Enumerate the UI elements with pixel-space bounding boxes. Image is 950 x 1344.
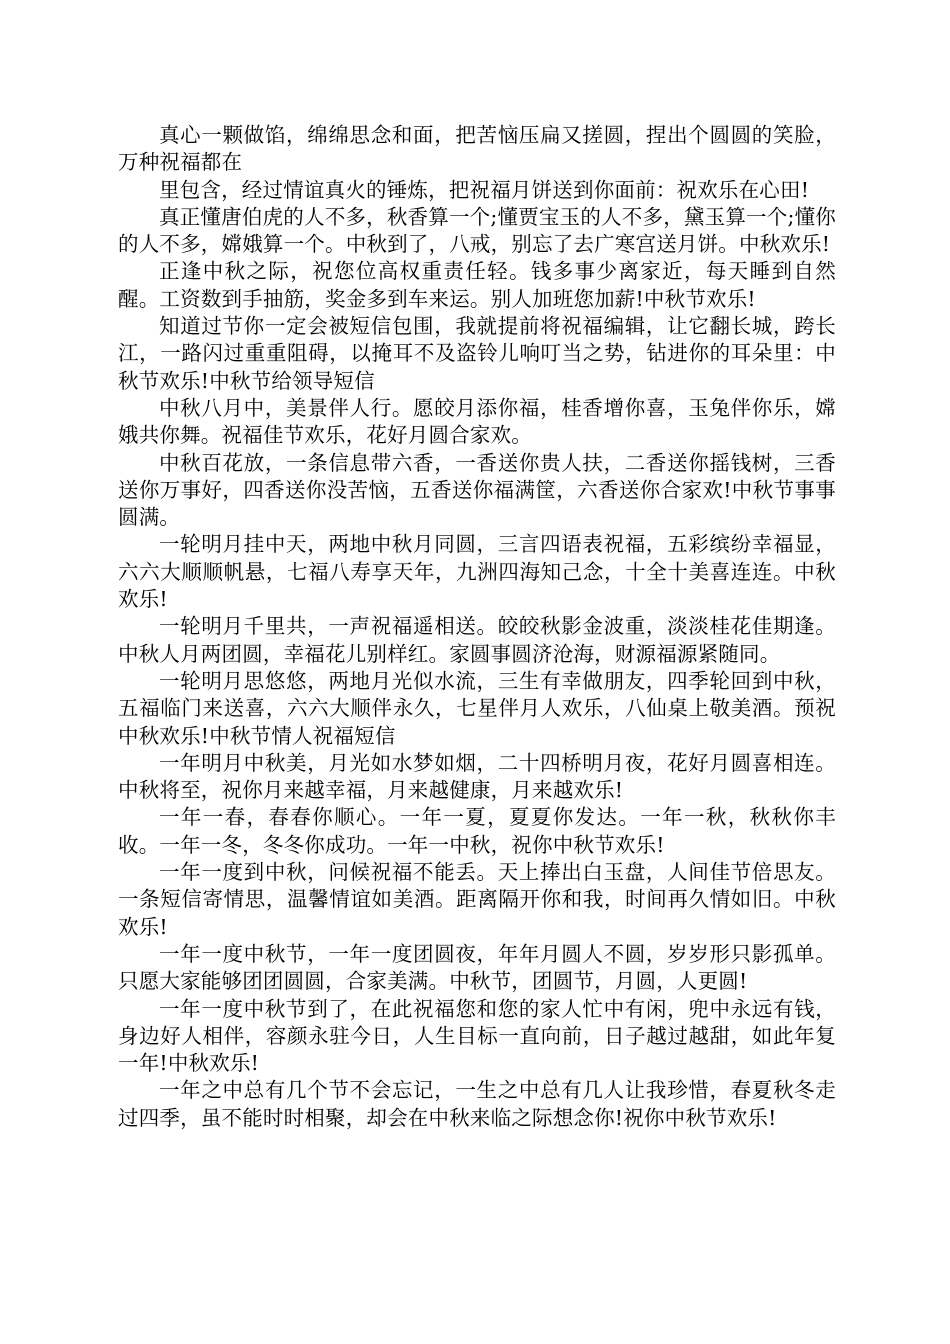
paragraph-10: 一轮明月思悠悠，两地月光似水流，三生有幸做朋友，四季轮回到中秋，五福临门来送喜，六六大顺伴永久，七星伴月人欢乐，八仙桌上敬美酒。预祝中秋欢乐!中秋节情人祝福短信 — [118, 668, 836, 748]
paragraph-12: 一年一春，春春你顺心。一年一夏，夏夏你发达。一年一秋，秋秋你丰收。一年一冬，冬冬你成功。一年一中秋，祝你中秋节欢乐! — [118, 805, 836, 857]
paragraph-3: 真正懂唐伯虎的人不多，秋香算一个;懂贾宝玉的人不多，黛玉算一个;懂你的人不多，嫦娥算一个。中秋到了，八戒，别忘了去广寒宫送月饼。中秋欢乐! — [118, 204, 836, 257]
paragraph-4: 正逢中秋之际，祝您位高权重责任轻。钱多事少离家近，每天睡到自然醒。工资数到手抽筋，奖金多到车来运。别人加班您加薪!中秋节欢乐! — [118, 259, 836, 311]
paragraph-6: 中秋八月中，美景伴人行。愿皎月添你福，桂香增你喜，玉兔伴你乐，嫦娥共你舞。祝福佳节欢乐，花好月圆合家欢。 — [118, 395, 836, 448]
document-body — [118, 122, 836, 1132]
paragraph-8: 一轮明月挂中天，两地中秋月同圆，三言四语表祝福，五彩缤纷幸福显，六六大顺顺帆悬，七福八寿享天年，九洲四海知己念，十全十美喜连连。中秋欢乐! — [118, 532, 836, 612]
paragraph-5: 知道过节你一定会被短信包围，我就提前将祝福编辑，让它翻长城，跨长江，一路闪过重重阻碍，以掩耳不及盗铃儿响叮当之势，钻进你的耳朵里：中秋节欢乐!中秋节给领导短信 — [118, 314, 836, 393]
paragraph-2: 里包含，经过情谊真火的锤炼，把祝福月饼送到你面前：祝欢乐在心田! — [159, 177, 810, 202]
paragraph-13: 一年一度到中秋，问候祝福不能丢。天上捧出白玉盘，人间佳节倍思友。一条短信寄情思，温馨情谊如美酒。距离隔开你和我，时间再久情如旧。中秋欢乐! — [118, 860, 836, 939]
paragraph-9: 一轮明月千里共，一声祝福遥相送。皎皎秋影金波重，淡淡桂花佳期逢。中秋人月两团圆，幸福花儿别样红。家圆事圆济沧海，财源福源紧随同。 — [118, 614, 836, 666]
paragraph-14: 一年一度中秋节，一年一度团圆夜，年年月圆人不圆，岁岁形只影孤单。只愿大家能够团团圆圆，合家美满。中秋节，团圆节，月圆，人更圆! — [118, 941, 836, 994]
paragraph-1: 真心一颗做馅，绵绵思念和面，把苦恼压扁又搓圆，捏出个圆圆的笑脸，万种祝福都在 — [118, 123, 836, 175]
paragraph-16: 一年之中总有几个节不会忘记，一生之中总有几人让我珍惜，春夏秋冬走过四季，虽不能时时相聚，却会在中秋来临之际想念你!祝你中秋节欢乐! — [118, 1078, 836, 1130]
paragraph-11: 一年明月中秋美，月光如水梦如烟，二十四桥明月夜，花好月圆喜相连。中秋将至，祝你月来越幸福，月来越健康，月来越欢乐! — [118, 750, 836, 803]
paragraph-7: 中秋百花放，一条信息带六香，一香送你贵人扶，二香送你摇钱树，三香送你万事好，四香送你没苦恼，五香送你福满筐，六香送你合家欢!中秋节事事圆满。 — [118, 450, 836, 530]
paragraph-15: 一年一度中秋节到了，在此祝福您和您的家人忙中有闲，兜中永远有钱，身边好人相伴，容颜永驻今日，人生目标一直向前，日子越过越甜，如此年复一年!中秋欢乐! — [118, 996, 836, 1076]
